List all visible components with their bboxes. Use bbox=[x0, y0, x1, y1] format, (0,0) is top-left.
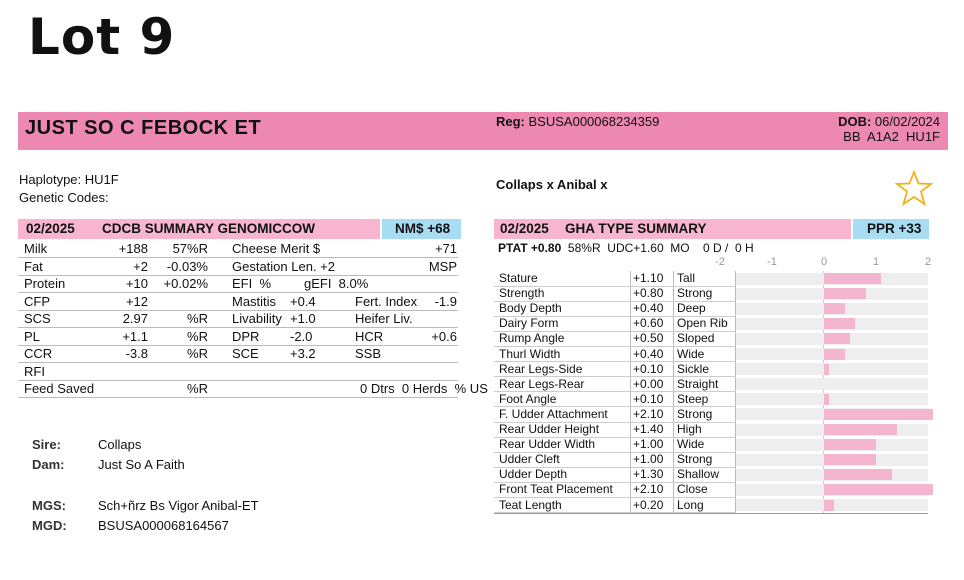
cdcb-cell-c5: -2.0 bbox=[290, 328, 313, 344]
trait-name: Udder Depth bbox=[499, 467, 568, 482]
trait-bar bbox=[824, 288, 866, 299]
mgs-name: Sch+ñrz Bs Vigor Anibal-ET bbox=[98, 498, 259, 513]
axis-tick-label: 0 bbox=[820, 256, 828, 268]
trait-name: Rear Legs-Side bbox=[499, 361, 583, 376]
cdcb-cell-c3: 57%R bbox=[172, 241, 208, 256]
cdcb-cell-c1: Feed Saved bbox=[24, 381, 95, 396]
dob-block bbox=[838, 114, 940, 144]
chart-row-band bbox=[736, 393, 928, 405]
trait-name: Body Depth bbox=[499, 301, 562, 316]
favorite-star-icon[interactable] bbox=[895, 170, 933, 206]
cdcb-cell-c1: RFI bbox=[24, 363, 45, 379]
cdcb-cell-c7: +0.6 bbox=[431, 328, 457, 344]
lot-title: Lot 9 bbox=[28, 8, 176, 66]
cdcb-cell-c2: 2.97 bbox=[122, 311, 148, 326]
trait-name: Rump Angle bbox=[499, 331, 565, 346]
trait-desc: Long bbox=[677, 497, 704, 512]
gha-title: GHA TYPE SUMMARY bbox=[565, 221, 707, 236]
cdcb-cell-c3: +0.02% bbox=[163, 276, 208, 291]
trait-desc: High bbox=[677, 422, 702, 436]
cdcb-cell-c4: Mastitis bbox=[232, 293, 277, 309]
cdcb-cell-c5: gEFI 8.0% bbox=[304, 276, 369, 291]
trait-bar bbox=[824, 454, 876, 465]
mgd-name: BSUSA000068164567 bbox=[98, 518, 229, 533]
trait-value: +1.40 bbox=[633, 422, 664, 436]
cdcb-cell-c5: +3.2 bbox=[290, 346, 316, 361]
trait-desc: Deep bbox=[677, 301, 706, 316]
dob-label: DOB: bbox=[838, 114, 872, 129]
trait-bar bbox=[824, 273, 881, 284]
ptat-detail: 58%R UDC+1.60 MO 0 D / 0 H bbox=[567, 241, 754, 255]
cdcb-cell-c2: -3.8 bbox=[125, 346, 148, 361]
animal-name: JUST SO C FEBOCK ET bbox=[25, 117, 262, 139]
trait-value: +0.40 bbox=[633, 346, 664, 361]
cdcb-cell-c5: +1.0 bbox=[290, 311, 316, 326]
trait-bar bbox=[824, 409, 933, 420]
gha-date: 02/2025 bbox=[500, 221, 549, 236]
cdcb-cell-c4: Cheese Merit $ bbox=[232, 241, 321, 256]
trait-desc: Strong bbox=[677, 406, 713, 421]
trait-value: +0.40 bbox=[633, 301, 664, 316]
trait-name: Stature bbox=[499, 271, 538, 285]
animal-header-bar bbox=[18, 112, 948, 150]
cdcb-cell-c5: +0.4 bbox=[290, 293, 316, 309]
trait-name: Foot Angle bbox=[499, 391, 557, 406]
genetic-code-values: BB A1A2 HU1F bbox=[843, 129, 940, 144]
cdcb-cell-c1: PL bbox=[24, 328, 40, 344]
cdcb-cell-c4: DPR bbox=[232, 328, 260, 344]
trait-bar bbox=[824, 424, 897, 435]
axis-tick-label: -2 bbox=[715, 256, 725, 268]
dob-value: 06/02/2024 bbox=[874, 114, 940, 129]
reg-label: Reg: bbox=[496, 114, 525, 129]
trait-bar bbox=[824, 484, 933, 495]
trait-name: Dairy Form bbox=[499, 316, 559, 331]
trait-desc: Close bbox=[677, 482, 708, 497]
trait-name: Strength bbox=[499, 286, 545, 301]
trait-desc: Wide bbox=[677, 437, 705, 452]
trait-bar bbox=[824, 333, 850, 344]
cdcb-cell-c6: HCR bbox=[355, 328, 384, 344]
axis-tick-label: -1 bbox=[767, 256, 777, 268]
chart-row-band bbox=[736, 378, 928, 390]
cdcb-cell-c7: 0 Dtrs 0 Herds % US bbox=[360, 381, 488, 396]
cdcb-cell-c2: +2 bbox=[133, 258, 148, 274]
trait-name: Rear Udder Width bbox=[499, 437, 596, 452]
cdcb-cell-c1: SCS bbox=[24, 311, 51, 326]
haplotype: Haplotype: HU1F bbox=[19, 172, 119, 187]
trait-value: +2.10 bbox=[633, 406, 664, 421]
trait-desc: Shallow bbox=[677, 467, 720, 482]
cdcb-cell-c1: Fat bbox=[24, 258, 43, 274]
cdcb-cell-c3: %R bbox=[187, 346, 208, 361]
trait-bar bbox=[824, 500, 834, 511]
reg-value: BSUSA000068234359 bbox=[528, 114, 660, 129]
trait-value: +1.00 bbox=[633, 452, 664, 467]
cdcb-cell-c3: %R bbox=[187, 328, 208, 344]
cdcb-cell-c2: +12 bbox=[125, 293, 148, 309]
trait-name: Front Teat Placement bbox=[499, 482, 613, 497]
cdcb-cell-c4: SCE bbox=[232, 346, 259, 361]
cdcb-cell-c1: CCR bbox=[24, 346, 53, 361]
trait-desc: Sickle bbox=[677, 361, 710, 376]
trait-value: +0.20 bbox=[633, 497, 664, 512]
trait-name: Thurl Width bbox=[499, 346, 561, 361]
axis-tick-label: 1 bbox=[872, 256, 880, 268]
chart-row-band bbox=[736, 363, 928, 375]
trait-bar bbox=[824, 349, 845, 360]
cdcb-cell-c1: Protein bbox=[24, 276, 66, 291]
trait-desc: Straight bbox=[677, 376, 719, 391]
cdcb-cell-c3: -0.03% bbox=[166, 258, 208, 274]
ptat-value: PTAT +0.80 bbox=[498, 241, 562, 255]
trait-value: +0.60 bbox=[633, 316, 664, 331]
mgd-label: MGD: bbox=[32, 518, 67, 533]
trait-name: Rear Legs-Rear bbox=[499, 376, 585, 391]
trait-name: Teat Length bbox=[499, 497, 562, 512]
trait-desc: Open Rib bbox=[677, 316, 728, 331]
trait-desc: Tall bbox=[677, 271, 696, 285]
sire-name: Collaps bbox=[98, 437, 142, 452]
cdcb-cell-c6: Fert. Index bbox=[355, 293, 418, 309]
gha-table-bottom-border bbox=[494, 513, 928, 514]
cdcb-cell-c6: SSB bbox=[355, 346, 382, 361]
trait-value: +1.00 bbox=[633, 437, 664, 452]
cdcb-cell-c1: Milk bbox=[24, 241, 48, 256]
trait-bar bbox=[824, 469, 892, 480]
cdcb-cell-c3: %R bbox=[187, 311, 208, 326]
trait-value: +0.10 bbox=[633, 391, 664, 406]
cdcb-cell-c6: Heifer Liv. bbox=[355, 311, 413, 326]
cdcb-cell-c4: Gestation Len. +2 bbox=[232, 258, 335, 274]
trait-desc: Wide bbox=[677, 346, 705, 361]
trait-value: +0.10 bbox=[633, 361, 664, 376]
trait-bar bbox=[824, 318, 855, 329]
mgs-label: MGS: bbox=[32, 498, 66, 513]
cdcb-cell-c7: MSP bbox=[428, 258, 457, 274]
cdcb-cell-c7: +71 bbox=[434, 241, 457, 256]
cdcb-cell-c4: EFI % bbox=[232, 276, 272, 291]
cdcb-cell-c2: +10 bbox=[125, 276, 148, 291]
cdcb-title: CDCB SUMMARY GENOMICCOW bbox=[102, 221, 315, 236]
trait-desc: Sloped bbox=[677, 331, 715, 346]
trait-name: Udder Cleft bbox=[499, 452, 560, 467]
nm-value: NM$ +68 bbox=[395, 221, 451, 236]
trait-value: +0.80 bbox=[633, 286, 664, 301]
ppr-value: PPR +33 bbox=[867, 221, 922, 236]
genetic-codes: Genetic Codes: bbox=[19, 190, 109, 205]
trait-name: Rear Udder Height bbox=[499, 422, 600, 436]
trait-name: F. Udder Attachment bbox=[499, 406, 608, 421]
registration bbox=[496, 114, 659, 129]
cdcb-cell-c2: +188 bbox=[118, 241, 148, 256]
dam-label: Dam: bbox=[32, 457, 65, 472]
trait-value: +0.00 bbox=[633, 376, 664, 391]
dam-name: Just So A Faith bbox=[98, 457, 185, 472]
trait-desc: Strong bbox=[677, 286, 713, 301]
cdcb-date: 02/2025 bbox=[26, 221, 75, 236]
cdcb-cell-c1: CFP bbox=[24, 293, 50, 309]
trait-desc: Strong bbox=[677, 452, 713, 467]
cdcb-cell-c4: Livability bbox=[232, 311, 282, 326]
trait-value: +1.10 bbox=[633, 271, 664, 285]
sire-label: Sire: bbox=[32, 437, 61, 452]
cdcb-cell-c7: -1.9 bbox=[434, 293, 457, 309]
cdcb-cell-c3: %R bbox=[187, 381, 208, 396]
trait-bar bbox=[824, 439, 876, 450]
cdcb-cell-c2: +1.1 bbox=[122, 328, 148, 344]
trait-value: +2.10 bbox=[633, 482, 664, 497]
trait-bar bbox=[824, 364, 829, 375]
trait-desc: Steep bbox=[677, 391, 709, 406]
mating: Collaps x Anibal x bbox=[496, 177, 608, 192]
axis-tick-label: 2 bbox=[924, 256, 932, 268]
trait-bar bbox=[824, 394, 829, 405]
trait-value: +1.30 bbox=[633, 467, 664, 482]
trait-bar bbox=[824, 303, 845, 314]
trait-value: +0.50 bbox=[633, 331, 664, 346]
ptat-line bbox=[498, 240, 754, 256]
